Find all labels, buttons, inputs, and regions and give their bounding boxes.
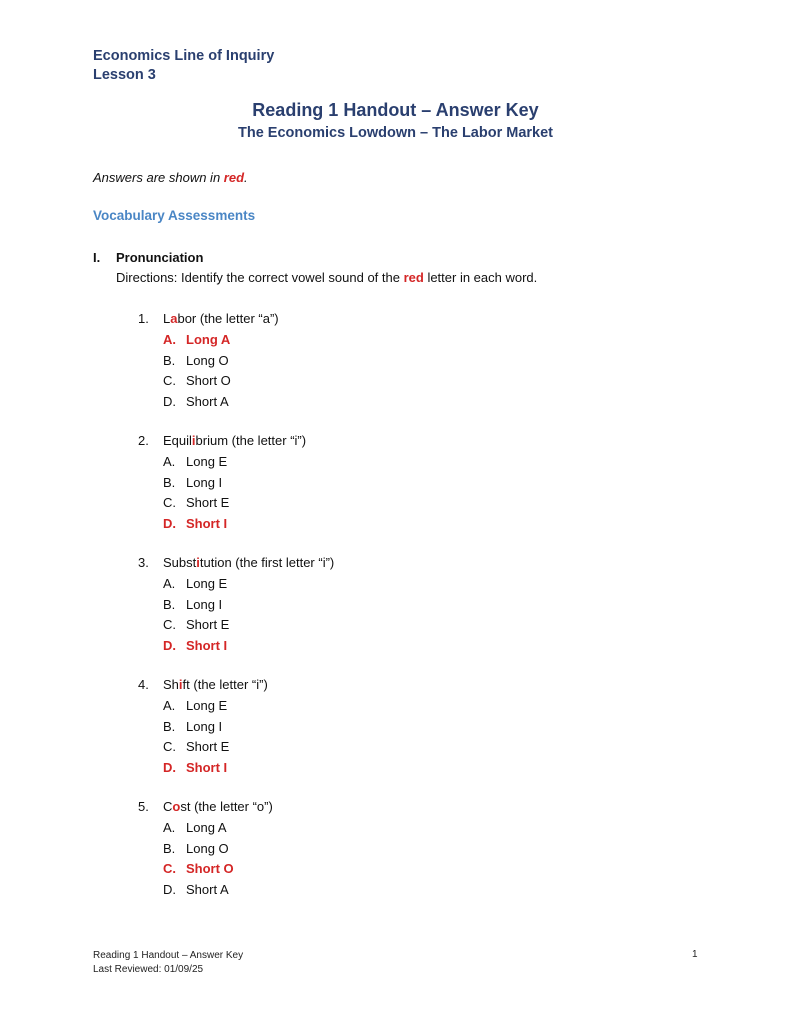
option-letter: A. (163, 454, 176, 469)
option-letter: C. (163, 495, 176, 510)
answer-option-correct (0, 516, 791, 536)
option-letter: C. (163, 617, 176, 632)
option-text: Long I (186, 718, 223, 734)
answer-option (0, 454, 791, 474)
question-word-end: ft (182, 677, 190, 692)
page-subtitle: The Economics Lowdown – The Labor Market (237, 125, 553, 141)
question-text (163, 311, 279, 326)
answer-option-correct (0, 638, 791, 658)
directions-prefix: Directions: Identify the correct vowel sound of the (116, 270, 404, 285)
question-hint: (the first letter “i”) (231, 555, 335, 570)
question-text (163, 799, 273, 814)
question-hint: (the letter “i”) (228, 433, 307, 448)
option-letter: C. (163, 373, 176, 388)
question-word-start: Sh (163, 677, 179, 692)
question-word-end: tution (199, 555, 232, 570)
question-word-start: C (163, 799, 173, 814)
question-hint: (the letter “i”) (189, 677, 268, 692)
answer-option (0, 597, 791, 617)
question-highlighted-letter: i (196, 555, 200, 570)
option-text: Long A (186, 332, 231, 347)
option-text: Short E (186, 739, 230, 754)
option-text: Short A (186, 881, 229, 897)
question-number: 1. (138, 311, 149, 326)
question-number: 3. (138, 555, 149, 570)
question-text (163, 555, 334, 570)
answer-option (0, 739, 791, 759)
answer-option (0, 353, 791, 373)
option-letter: B. (163, 352, 176, 368)
page-title: Reading 1 Handout – Answer Key (252, 100, 539, 120)
option-letter: C. (163, 861, 176, 876)
question-number: 5. (138, 799, 149, 814)
option-letter: B. (163, 718, 176, 734)
question-word-start: L (163, 311, 171, 326)
question-highlighted-letter: o (172, 799, 181, 814)
option-text: Short I (186, 637, 228, 653)
question-hint: (the letter “o”) (190, 799, 273, 814)
option-text: Long O (186, 352, 229, 368)
question-word-end: bor (177, 311, 197, 326)
option-text: Long I (186, 596, 223, 612)
note-suffix: . (244, 170, 248, 185)
question-word-end: brium (195, 433, 229, 448)
answer-option (0, 576, 791, 596)
part-title: Pronunciation (116, 250, 204, 265)
question-highlighted-letter: a (170, 311, 178, 326)
option-text: Short A (186, 393, 229, 409)
option-letter: D. (163, 881, 176, 897)
answer-option (0, 373, 791, 393)
answer-option (0, 882, 791, 902)
question-hint: (the letter “a”) (196, 311, 279, 326)
question-word-start: Subst (163, 555, 197, 570)
option-letter: A. (163, 698, 176, 713)
directions (116, 270, 537, 285)
answer-option-correct (0, 332, 791, 352)
answer-option (0, 719, 791, 739)
option-letter: D. (163, 393, 176, 409)
option-letter: B. (163, 596, 176, 612)
question-text (163, 433, 306, 448)
option-text: Long E (186, 576, 228, 591)
answer-option (0, 475, 791, 495)
page-number: 1 (692, 949, 698, 960)
option-letter: B. (163, 840, 176, 856)
answer-note (93, 170, 248, 185)
question-text (163, 677, 268, 692)
option-text: Short O (186, 373, 231, 388)
option-text: Short O (186, 861, 234, 876)
question-highlighted-letter: i (178, 677, 183, 692)
header-line-1: Economics Line of Inquiry (93, 48, 275, 64)
answer-option (0, 698, 791, 718)
option-text: Short I (186, 515, 228, 531)
option-text: Long A (186, 820, 227, 835)
section-heading: Vocabulary Assessments (93, 208, 256, 223)
question-highlighted-letter: i (191, 433, 196, 448)
answer-option-correct (0, 760, 791, 780)
option-text: Long I (186, 474, 223, 490)
option-letter: C. (163, 739, 176, 754)
question-number: 4. (138, 677, 149, 692)
answer-option (0, 820, 791, 840)
option-letter: D. (163, 759, 176, 775)
answer-option (0, 394, 791, 414)
option-letter: A. (163, 332, 176, 347)
option-letter: B. (163, 474, 176, 490)
option-letter: A. (163, 576, 176, 591)
option-letter: D. (163, 637, 176, 653)
question-number: 2. (138, 433, 149, 448)
directions-highlight: red (403, 270, 424, 285)
option-text: Long O (186, 840, 229, 856)
part-number: I. (93, 250, 101, 265)
footer-reviewed: Last Reviewed: 01/09/25 (93, 964, 204, 975)
option-text: Long E (186, 698, 228, 713)
answer-option (0, 841, 791, 861)
question-word-end: st (180, 799, 191, 814)
footer-title: Reading 1 Handout – Answer Key (93, 950, 244, 961)
directions-suffix: letter in each word. (423, 270, 538, 285)
note-prefix: Answers are shown in (93, 170, 224, 185)
question-word-start: Equil (163, 433, 192, 448)
option-letter: D. (163, 515, 176, 531)
option-text: Short I (186, 759, 228, 775)
option-text: Long E (186, 454, 228, 469)
option-letter: A. (163, 820, 176, 835)
answer-option (0, 495, 791, 515)
header-line-2: Lesson 3 (93, 67, 156, 83)
note-highlight: red (223, 170, 245, 185)
answer-option-correct (0, 861, 791, 881)
footer (93, 949, 243, 977)
option-text: Short E (186, 495, 230, 510)
answer-option (0, 617, 791, 637)
option-text: Short E (186, 617, 230, 632)
document-header (93, 47, 274, 85)
